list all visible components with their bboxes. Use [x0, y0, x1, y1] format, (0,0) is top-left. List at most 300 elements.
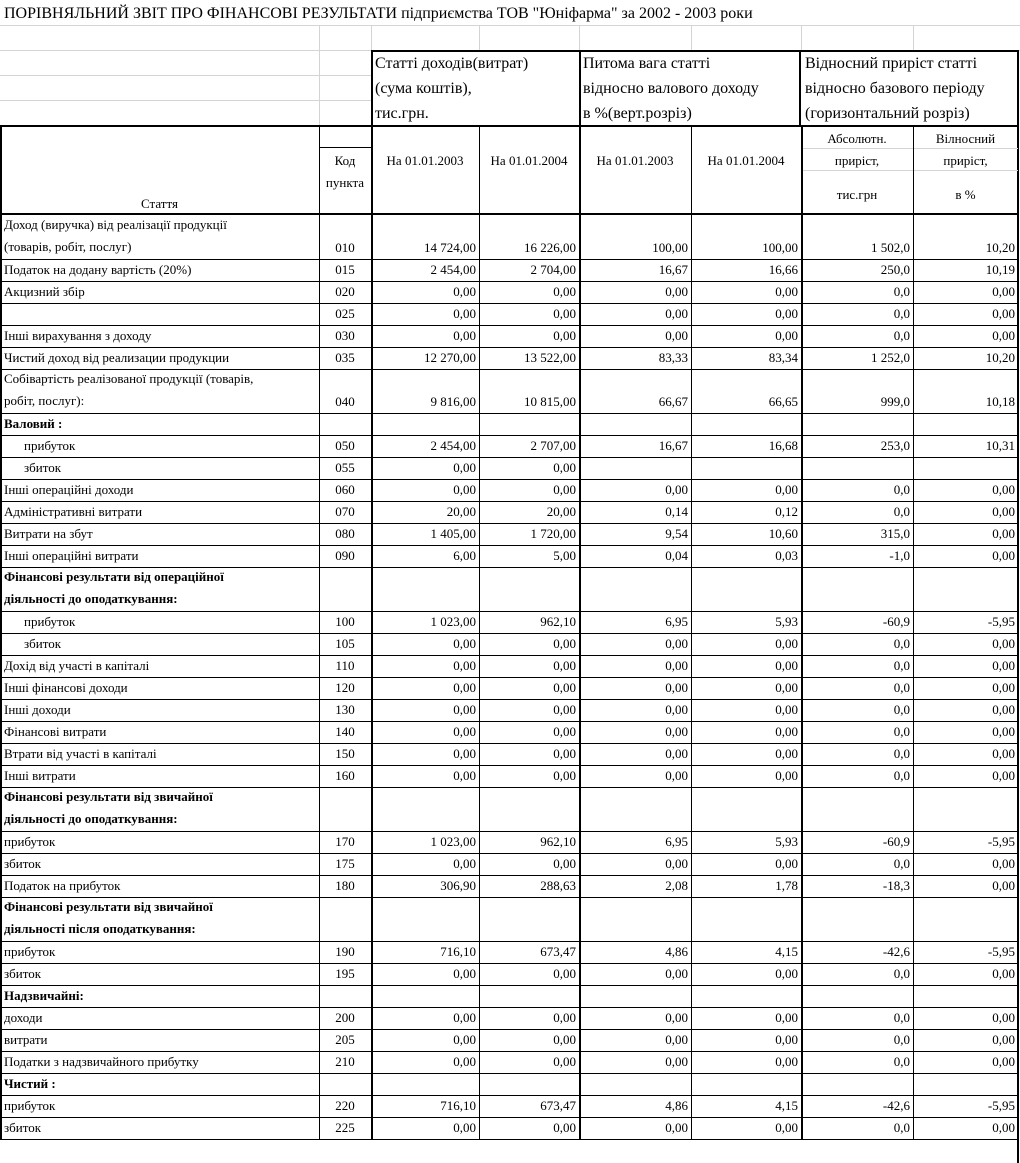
row-value: 0,00 [775, 702, 798, 717]
row-value: 0,00 [992, 504, 1015, 519]
row-value: 673,47 [540, 1098, 576, 1113]
row-value: 0,00 [775, 1032, 798, 1047]
row-value: 0,00 [453, 328, 476, 343]
row-value: 0,0 [893, 680, 910, 695]
row-value: 2 454,00 [430, 262, 476, 277]
row-value: 66,67 [658, 394, 688, 409]
row-value: 0,0 [893, 306, 910, 321]
row-value: 10,60 [768, 526, 798, 541]
row-label: збиток [4, 1120, 42, 1135]
row-value: 0,00 [665, 1032, 688, 1047]
row-value: 16,67 [658, 438, 688, 453]
row-code: 225 [335, 1120, 355, 1135]
row-code: 040 [335, 394, 355, 409]
row-value: 0,00 [553, 284, 576, 299]
row-border [0, 303, 1018, 304]
row-value: 0,00 [665, 658, 688, 673]
row-code: 020 [335, 284, 355, 299]
col-header-date: На 01.01.2004 [707, 153, 785, 168]
row-value: 0,00 [453, 856, 476, 871]
row-value: 673,47 [540, 944, 576, 959]
row-value: 0,0 [893, 724, 910, 739]
row-code: 200 [335, 1010, 355, 1025]
row-label: витрати [4, 1032, 48, 1047]
row-value: 1 405,00 [430, 526, 476, 541]
row-label: Фінансові результати від звичайної [4, 899, 213, 914]
row-value: 1 023,00 [430, 834, 476, 849]
header-border [799, 50, 801, 127]
row-border [0, 985, 1018, 986]
row-value: 0,00 [453, 724, 476, 739]
row-label: прибуток [24, 438, 76, 453]
row-value: 0,00 [453, 768, 476, 783]
row-value: 0,0 [893, 482, 910, 497]
row-value: 0,00 [992, 680, 1015, 695]
row-value: 0,00 [553, 1120, 576, 1135]
row-value: 0,0 [893, 1032, 910, 1047]
row-value: 0,00 [665, 1010, 688, 1025]
row-value: 0,00 [665, 284, 688, 299]
row-value: 0,0 [893, 658, 910, 673]
row-border [0, 853, 1018, 854]
row-value: 0,00 [453, 284, 476, 299]
row-value: 0,00 [775, 966, 798, 981]
col-header-rel: Вілносний [935, 131, 996, 146]
row-value: 0,00 [775, 768, 798, 783]
row-value: 0,0 [893, 702, 910, 717]
row-label: Чистий : [4, 1076, 56, 1091]
row-border [0, 479, 1018, 480]
row-border [0, 633, 1018, 634]
row-label: Втрати від участі в капіталі [4, 746, 157, 761]
row-value: 0,00 [665, 482, 688, 497]
row-value: 0,12 [775, 504, 798, 519]
row-value: 10,31 [985, 438, 1015, 453]
row-code: 105 [335, 636, 355, 651]
page-title: ПОРІВНЯЛЬНИЙ ЗВІТ ПРО ФІНАНСОВІ РЕЗУЛЬТАТИ підприємства ТОВ "Юніфарма" за 2002 - 2003 роки [4, 5, 753, 22]
row-value: 0,00 [553, 1032, 576, 1047]
column-border [913, 127, 914, 1139]
row-value: 0,0 [893, 636, 910, 651]
row-value: 253,0 [880, 438, 910, 453]
row-value: 9 816,00 [430, 394, 476, 409]
row-value: 0,00 [665, 636, 688, 651]
row-label: збиток [24, 636, 62, 651]
row-value: 0,00 [553, 680, 576, 695]
column-border [479, 127, 480, 1139]
row-value: 0,00 [453, 1010, 476, 1025]
row-value: 1 502,0 [871, 240, 910, 255]
row-label: збиток [4, 856, 42, 871]
row-value: 716,10 [440, 1098, 476, 1113]
col-header-rel: приріст, [943, 153, 988, 168]
row-value: 14 724,00 [424, 240, 476, 255]
row-value: 2 704,00 [530, 262, 576, 277]
row-value: 0,0 [893, 1054, 910, 1069]
row-border [0, 1095, 1018, 1096]
row-border [0, 1007, 1018, 1008]
row-value: 0,00 [992, 724, 1015, 739]
row-label: прибуток [4, 1098, 56, 1113]
row-value: 0,00 [992, 482, 1015, 497]
row-border [0, 611, 1018, 612]
table-border [1017, 50, 1019, 1163]
row-value: 0,0 [893, 856, 910, 871]
row-value: 0,00 [775, 856, 798, 871]
row-value: 0,00 [453, 680, 476, 695]
sheet-gridline [371, 25, 372, 50]
col-header-code: Код [334, 153, 356, 168]
row-code: 015 [335, 262, 355, 277]
col-header-rel: в % [955, 187, 976, 202]
row-value: 0,00 [775, 636, 798, 651]
row-value: 0,00 [665, 1054, 688, 1069]
row-value: 100,00 [762, 240, 798, 255]
row-code: 170 [335, 834, 355, 849]
row-border [0, 787, 1018, 788]
row-value: 10,19 [985, 262, 1015, 277]
sheet-gridline [319, 50, 320, 127]
row-code: 220 [335, 1098, 355, 1113]
row-value: 0,14 [665, 504, 688, 519]
column-border [691, 127, 692, 1139]
row-value: 0,00 [775, 306, 798, 321]
row-label: Податок на прибуток [4, 878, 121, 893]
row-value: 13 522,00 [524, 350, 576, 365]
row-value: 306,90 [440, 878, 476, 893]
row-value: 962,10 [540, 614, 576, 629]
row-value: 83,33 [658, 350, 688, 365]
row-border [0, 457, 1018, 458]
row-border [0, 655, 1018, 656]
row-value: 0,00 [775, 1010, 798, 1025]
col-header-abs: приріст, [834, 153, 880, 168]
row-border [0, 501, 1018, 502]
sheet-gridline [801, 25, 802, 50]
row-value: 10,20 [985, 350, 1015, 365]
row-label: Інші доходи [4, 702, 71, 717]
row-value: 2 707,00 [530, 438, 576, 453]
row-label: Собівартість реалізованої продукції (товарів, [4, 371, 254, 386]
header-border [0, 125, 1018, 127]
row-value: 0,00 [553, 328, 576, 343]
row-border [0, 259, 1018, 260]
row-value: 0,00 [453, 460, 476, 475]
row-value: 66,65 [768, 394, 798, 409]
row-label: Інші витрати [4, 768, 76, 783]
row-value: 16,66 [768, 262, 798, 277]
row-label: Адміністративні витрати [4, 504, 143, 519]
row-border [0, 721, 1018, 722]
row-border [0, 677, 1018, 678]
row-value: 10 815,00 [524, 394, 576, 409]
col-header-date: На 01.01.2003 [386, 153, 464, 168]
row-value: -5,95 [987, 944, 1015, 959]
row-code: 100 [335, 614, 355, 629]
row-code: 180 [335, 878, 355, 893]
row-value: 0,00 [775, 482, 798, 497]
row-code: 190 [335, 944, 355, 959]
column-border [579, 127, 581, 1139]
row-value: 0,00 [992, 966, 1015, 981]
sheet-gridline [0, 25, 1020, 26]
row-code: 090 [335, 548, 355, 563]
row-label: Валовий : [4, 416, 63, 431]
table-border [0, 127, 2, 1139]
row-code: 030 [335, 328, 355, 343]
header-border [371, 50, 373, 127]
row-value: 10,20 [985, 240, 1015, 255]
row-value: 0,04 [665, 548, 688, 563]
row-value: 0,00 [992, 658, 1015, 673]
row-value: 0,00 [992, 702, 1015, 717]
row-border [0, 281, 1018, 282]
col-header-date: На 01.01.2004 [490, 153, 568, 168]
row-label: Фінансові витрати [4, 724, 107, 739]
row-label: Інші операційні витрати [4, 548, 139, 563]
row-label: Інші фінансові доходи [4, 680, 128, 695]
row-value: 1 252,0 [871, 350, 910, 365]
header-border [579, 50, 581, 127]
row-value: 0,00 [665, 680, 688, 695]
row-value: 0,00 [553, 746, 576, 761]
row-value: -42,6 [882, 944, 910, 959]
row-value: 0,00 [453, 1054, 476, 1069]
row-value: -18,3 [882, 878, 910, 893]
row-value: 0,00 [553, 768, 576, 783]
row-value: 20,00 [546, 504, 576, 519]
row-border [0, 1073, 1018, 1074]
row-value: -5,95 [987, 614, 1015, 629]
row-value: 16,67 [658, 262, 688, 277]
row-code: 130 [335, 702, 355, 717]
row-value: 6,95 [665, 834, 688, 849]
row-value: 0,03 [775, 548, 798, 563]
row-code: 010 [335, 240, 355, 255]
row-value: 20,00 [446, 504, 476, 519]
row-code: 060 [335, 482, 355, 497]
row-value: 5,00 [553, 548, 576, 563]
header-border [371, 50, 1018, 52]
row-value: 0,00 [992, 768, 1015, 783]
row-value: 0,00 [992, 856, 1015, 871]
group-header-line: (сума коштів), [375, 80, 472, 97]
row-value: 0,00 [553, 1010, 576, 1025]
col-header-abs: Абсолютн. [827, 131, 887, 146]
row-border [0, 1117, 1018, 1118]
row-value: 0,0 [893, 504, 910, 519]
group-header-line: Питома вага статті [583, 55, 711, 72]
row-value: 0,00 [992, 1010, 1015, 1025]
group-header-line: Відносний приріст статті [805, 55, 978, 72]
row-value: 6,00 [453, 548, 476, 563]
row-value: 5,93 [775, 614, 798, 629]
row-value: 0,00 [553, 460, 576, 475]
row-value: 0,00 [453, 1120, 476, 1135]
group-header-line: відносно базового періоду [805, 80, 985, 97]
row-label: (товарів, робіт, послуг) [4, 239, 132, 254]
row-code: 035 [335, 350, 355, 365]
row-value: 0,00 [665, 768, 688, 783]
row-value: 0,0 [893, 328, 910, 343]
row-label: Акцизний збір [4, 284, 85, 299]
row-label: Інші вирахування з доходу [4, 328, 152, 343]
row-label: Податок на додану вартість (20%) [4, 262, 192, 277]
row-border [0, 369, 1018, 370]
row-value: -60,9 [882, 834, 910, 849]
row-value: 0,00 [665, 746, 688, 761]
row-border [0, 699, 1018, 700]
row-value: 0,00 [775, 658, 798, 673]
row-code: 070 [335, 504, 355, 519]
sheet-gridline [0, 75, 371, 76]
row-value: 1,78 [775, 878, 798, 893]
sheet-gridline [319, 25, 320, 50]
row-value: 0,00 [992, 1054, 1015, 1069]
row-code: 050 [335, 438, 355, 453]
row-value: 0,00 [775, 680, 798, 695]
group-header-line: Статті доходів(витрат) [375, 55, 529, 72]
row-label: Витрати на збут [4, 526, 93, 541]
row-value: 0,00 [992, 306, 1015, 321]
row-value: -42,6 [882, 1098, 910, 1113]
row-code: 110 [335, 658, 355, 673]
row-value: 1 023,00 [430, 614, 476, 629]
row-code: 140 [335, 724, 355, 739]
row-code: 175 [335, 856, 355, 871]
col-header-date: На 01.01.2003 [596, 153, 674, 168]
row-label: діяльності після оподаткування: [4, 921, 196, 936]
row-value: -60,9 [882, 614, 910, 629]
row-value: 0,00 [992, 1032, 1015, 1047]
group-header-line: тис.грн. [375, 105, 429, 122]
row-code: 210 [335, 1054, 355, 1069]
row-border [0, 1051, 1018, 1052]
row-label: Фінансові результати від звичайної [4, 789, 213, 804]
row-border [0, 1139, 1018, 1140]
row-value: 5,93 [775, 834, 798, 849]
group-header-line: в %(верт.розріз) [583, 105, 692, 122]
row-value: 0,00 [665, 306, 688, 321]
row-value: 4,15 [775, 944, 798, 959]
row-value: 100,00 [652, 240, 688, 255]
row-value: -5,95 [987, 834, 1015, 849]
row-value: 250,0 [880, 262, 910, 277]
row-value: 0,00 [775, 746, 798, 761]
row-border [0, 545, 1018, 546]
row-value: 0,00 [453, 966, 476, 981]
row-label: робіт, послуг): [4, 393, 85, 408]
row-value: 0,00 [453, 636, 476, 651]
row-value: 6,95 [665, 614, 688, 629]
row-label: прибуток [4, 944, 56, 959]
row-value: 16,68 [768, 438, 798, 453]
column-border [319, 127, 320, 1139]
row-border [0, 875, 1018, 876]
row-border [0, 435, 1018, 436]
row-label: Доход (виручка) від реалізації продукції [4, 217, 227, 232]
row-label: прибуток [4, 834, 56, 849]
row-value: 0,00 [553, 636, 576, 651]
row-border [0, 941, 1018, 942]
row-value: 0,00 [775, 724, 798, 739]
header-border [0, 213, 1018, 215]
row-value: 9,54 [665, 526, 688, 541]
row-code: 150 [335, 746, 355, 761]
row-value: 0,00 [665, 724, 688, 739]
row-value: 962,10 [540, 834, 576, 849]
row-value: 4,15 [775, 1098, 798, 1113]
row-value: 0,00 [553, 658, 576, 673]
row-value: 0,00 [453, 702, 476, 717]
row-border [0, 523, 1018, 524]
row-border [0, 567, 1018, 568]
row-value: 0,00 [453, 658, 476, 673]
row-label: прибуток [24, 614, 76, 629]
row-value: 315,0 [880, 526, 910, 541]
row-value: 2 454,00 [430, 438, 476, 453]
sheet-gridline [479, 25, 480, 50]
row-code: 205 [335, 1032, 355, 1047]
row-value: 0,0 [893, 1010, 910, 1025]
row-label: Чистий доход від реализации продукции [4, 350, 230, 365]
row-border [0, 1029, 1018, 1030]
group-header-line: (горизонтальний розріз) [805, 105, 970, 122]
row-label: Податки з надзвичайного прибутку [4, 1054, 199, 1069]
row-label: Надзвичайні: [4, 988, 84, 1003]
row-value: 0,00 [665, 966, 688, 981]
row-value: 0,00 [992, 746, 1015, 761]
row-border [0, 413, 1018, 414]
row-border [0, 743, 1018, 744]
row-value: 0,00 [992, 328, 1015, 343]
col-header-code: пункта [325, 175, 365, 190]
sheet-gridline [691, 25, 692, 50]
row-value: 0,00 [665, 1120, 688, 1135]
row-value: 0,00 [553, 1054, 576, 1069]
row-code: 055 [335, 460, 355, 475]
row-value: 0,00 [775, 1120, 798, 1135]
row-value: 0,0 [893, 284, 910, 299]
row-value: 0,00 [665, 856, 688, 871]
row-label: Інші операційні доходи [4, 482, 134, 497]
row-value: 16 226,00 [524, 240, 576, 255]
row-value: 83,34 [768, 350, 798, 365]
row-value: 288,63 [540, 878, 576, 893]
row-value: 0,00 [553, 856, 576, 871]
row-code: 025 [335, 306, 355, 321]
column-border [801, 127, 803, 1139]
row-label: збиток [24, 460, 62, 475]
row-value: 999,0 [880, 394, 910, 409]
col-header-article: Стаття [141, 196, 178, 211]
row-value: 0,00 [665, 328, 688, 343]
header-gridline [801, 170, 1018, 171]
row-value: 0,00 [992, 878, 1015, 893]
row-value: 0,00 [775, 1054, 798, 1069]
row-code: 160 [335, 768, 355, 783]
row-label: доходи [4, 1010, 43, 1025]
row-value: 4,86 [665, 1098, 688, 1113]
row-value: 0,00 [775, 328, 798, 343]
row-border [0, 831, 1018, 832]
row-value: 716,10 [440, 944, 476, 959]
row-label: Фінансові результати від операційної [4, 569, 224, 584]
row-label: діяльності до оподаткування: [4, 811, 178, 826]
row-label: збиток [4, 966, 42, 981]
row-value: -5,95 [987, 1098, 1015, 1113]
row-border [0, 325, 1018, 326]
